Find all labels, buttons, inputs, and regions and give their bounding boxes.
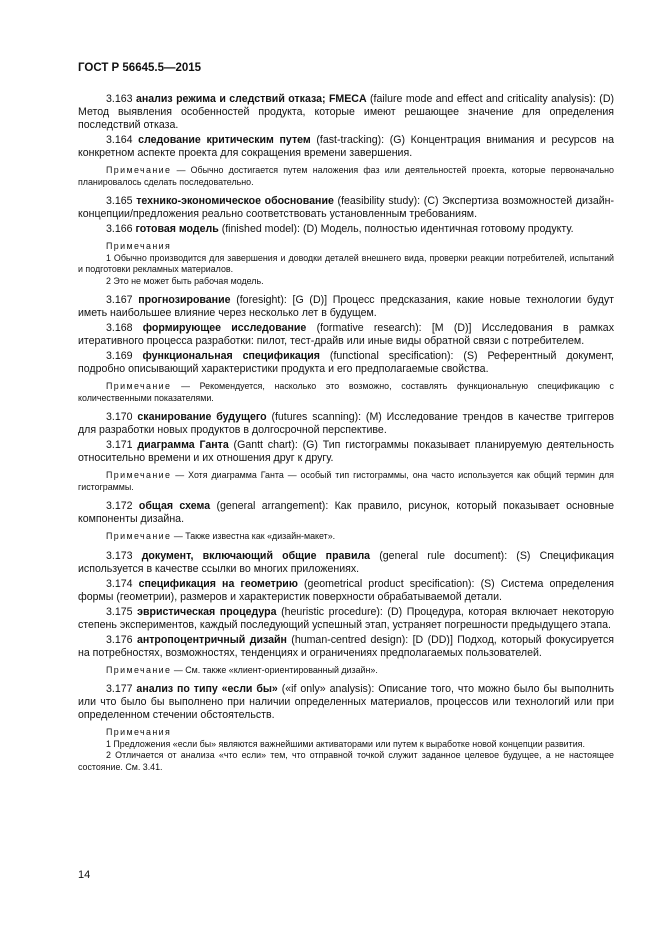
entry-term: документ, включающий общие правила xyxy=(141,549,371,562)
entry-term: следование критическим путем xyxy=(138,134,311,146)
entry-definition: (foresight): [G (D)] Процесс предсказания, какие новые технологии будут иметь наибольшее влияние через несколько лет в будущем. xyxy=(78,294,614,319)
entry-definition: (failure mode and effect and criticality analysis): (D) Метод выявления особенностей продукта, которые имеют решающее значение для определения последствий отказа. xyxy=(78,93,614,131)
entry-definition: (general arrangement): Как правило, рисунок, который показывает основные компоненты дизайна. xyxy=(78,500,614,525)
entry-number: 3.174 xyxy=(106,577,133,590)
entry-term: анализ по типу «если бы» xyxy=(136,683,278,695)
notes-heading-3-166 xyxy=(78,241,614,253)
note-text: См. также «клиент-ориентированный дизайн». xyxy=(185,664,378,675)
entry-term: прогнозирование xyxy=(138,294,231,306)
entry-3-172 xyxy=(78,500,614,526)
document-header: ГОСТ Р 56645.5—2015 xyxy=(78,62,202,74)
entry-3-173 xyxy=(78,550,614,576)
entry-3-164 xyxy=(78,134,614,160)
entry-number: 3.163 xyxy=(106,93,133,105)
note-label: Примечание xyxy=(106,165,172,175)
entry-number: 3.164 xyxy=(106,134,133,146)
entry-term: диаграмма Ганта xyxy=(137,439,229,451)
entry-definition: (fast-tracking): (G) Концентрация внимания и ресурсов на конкретном аспекте проекта для сокращения времени завершения. xyxy=(78,134,614,159)
note-text: Также известна как «дизайн-макет». xyxy=(185,531,336,541)
entry-term: эвристическая процедура xyxy=(137,605,277,618)
entry-definition: (functional specification): (S) Референтный документ, подробно описывающий характеристики продукта и его предполагаемые свойства. xyxy=(78,350,615,375)
entry-3-170 xyxy=(78,411,614,437)
note-dash: — xyxy=(171,531,186,541)
note-3-169 xyxy=(78,381,614,404)
entry-number: 3.176 xyxy=(106,633,133,646)
note-3-164 xyxy=(78,165,614,188)
note-3-172 xyxy=(78,531,614,543)
entry-term: антропоцентричный дизайн xyxy=(136,633,287,646)
note-text: Хотя диаграмма Ганта — особый тип гистограммы, она часто используется как общий термин для гистограммы. xyxy=(78,470,614,492)
entry-3-175 xyxy=(78,606,614,632)
entry-term: формирующее исследование xyxy=(142,322,307,334)
note-item: 1 Предложения «если бы» являются важнейшими активаторами или путем к выработке новой концепции развития. xyxy=(106,738,585,749)
note-3-171 xyxy=(78,470,614,493)
note-dash: — xyxy=(171,470,189,480)
entry-term: общая схема xyxy=(138,500,211,512)
entry-number: 3.177 xyxy=(106,683,133,695)
note-label: Примечание xyxy=(106,531,172,541)
entry-3-171 xyxy=(78,439,614,465)
entry-3-167 xyxy=(78,294,614,320)
entry-definition: (geometrical product specification): (S) Система определения формы (геометрии), размеров и характеристик поверхности обрабатываемой детали. xyxy=(78,577,614,603)
entry-term: готовая модель xyxy=(135,223,219,235)
entry-definition: (Gantt chart): (G) Тип гистограммы показывает планируемую деятельность относительно времени и их отношения друг к другу. xyxy=(78,439,614,464)
notes-label: Примечания xyxy=(106,241,172,251)
note-item: 2 Это не может быть рабочая модель. xyxy=(106,275,264,286)
entry-definition: (heuristic procedure): (D) Процедура, которая включает некоторую степень экспериментов, каждый последующий успешный этап, устраняет погрешности предыдущего этапа. xyxy=(78,605,615,631)
entry-3-166 xyxy=(78,223,614,236)
entry-number: 3.167 xyxy=(106,294,133,306)
notes-heading-3-177 xyxy=(78,727,614,739)
entry-number: 3.173 xyxy=(106,549,133,562)
entry-number: 3.168 xyxy=(106,322,133,334)
entry-number: 3.171 xyxy=(106,439,133,451)
entry-term: технико-экономическое обоснование xyxy=(136,195,334,207)
notes-label: Примечания xyxy=(106,727,172,737)
entry-term: функциональная спецификация xyxy=(142,350,320,362)
note-dash: — xyxy=(171,381,200,391)
entry-3-169 xyxy=(78,350,614,376)
entry-term: анализ режима и следствий отказа; FMECA xyxy=(135,93,367,105)
entry-number: 3.172 xyxy=(106,500,133,512)
document-body xyxy=(78,93,614,773)
entry-definition: (feasibility study): (С) Экспертиза возможностей дизайн-концепции/предложения реально соответствовать установленным требованиям. xyxy=(78,195,615,220)
entry-number: 3.175 xyxy=(106,605,133,618)
entry-term: сканирование будущего xyxy=(137,411,267,423)
entry-term: спецификация на геометрию xyxy=(138,577,298,590)
entry-3-163 xyxy=(78,93,614,132)
entry-3-177 xyxy=(78,683,614,722)
note-item: 1 Обычно производится для завершения и доводки деталей внешнего вида, проверки реакции потребителей, испытаний и подготовки рекламных материалов. xyxy=(78,252,614,274)
page-number: 14 xyxy=(78,869,91,881)
entry-number: 3.165 xyxy=(106,195,133,207)
entry-definition: (formative research): [M (D)] Исследования в рамках итеративного процесса разработки: пилот, тест-драйв или иные виды обратной связи с потребителем. xyxy=(78,322,614,347)
entry-3-176 xyxy=(78,634,614,660)
note-text: Рекомендуется, насколько это возможно, составлять функциональную спецификацию с количественными показателями. xyxy=(78,381,614,403)
entry-number: 3.166 xyxy=(106,223,133,235)
entry-definition: (futures scanning): (М) Исследование трендов в качестве триггеров для разработки новых продуктов в долгосрочной перспективе. xyxy=(78,411,614,436)
entry-definition: (human-centred design): [D (DD)] Подход, который фокусируется на потребностях, возможностях, тенденциях и ограничениях предполагаемых пользователей. xyxy=(78,633,615,659)
note-label: Примечание xyxy=(106,664,172,675)
note-dash: — xyxy=(171,664,186,675)
note-item: 2 Отличается от анализа «что если» тем, что отправной точкой служит заданное целевое будущее, а не настоящее состояние. См. 3.41. xyxy=(78,750,614,772)
entry-definition: («if only» analysis): Описание того, что можно было бы выполнить или что было бы выполнено при наличии определенных материалов, процессов или технологий или при определенном стечении обстоятельств. xyxy=(78,683,614,721)
note-label: Примечание xyxy=(106,470,172,480)
entry-number: 3.169 xyxy=(106,350,133,362)
entry-3-174 xyxy=(78,578,614,604)
entry-3-168 xyxy=(78,322,614,348)
note-dash: — xyxy=(171,165,191,175)
entry-number: 3.170 xyxy=(106,411,133,423)
note-text: Обычно достигается путем наложения фаз или деятельностей проекта, которые первоначально планировалось сделать последовательно. xyxy=(78,165,614,187)
entry-definition: (general rule document): (S) Спецификация используется в качестве ссылки во многих приложениях. xyxy=(78,549,614,575)
note-3-176 xyxy=(78,665,614,677)
entry-3-165 xyxy=(78,195,614,221)
note-label: Примечание xyxy=(106,381,172,391)
entry-definition: (finished model): (D) Модель, полностью идентичная готовому продукту. xyxy=(218,223,574,235)
